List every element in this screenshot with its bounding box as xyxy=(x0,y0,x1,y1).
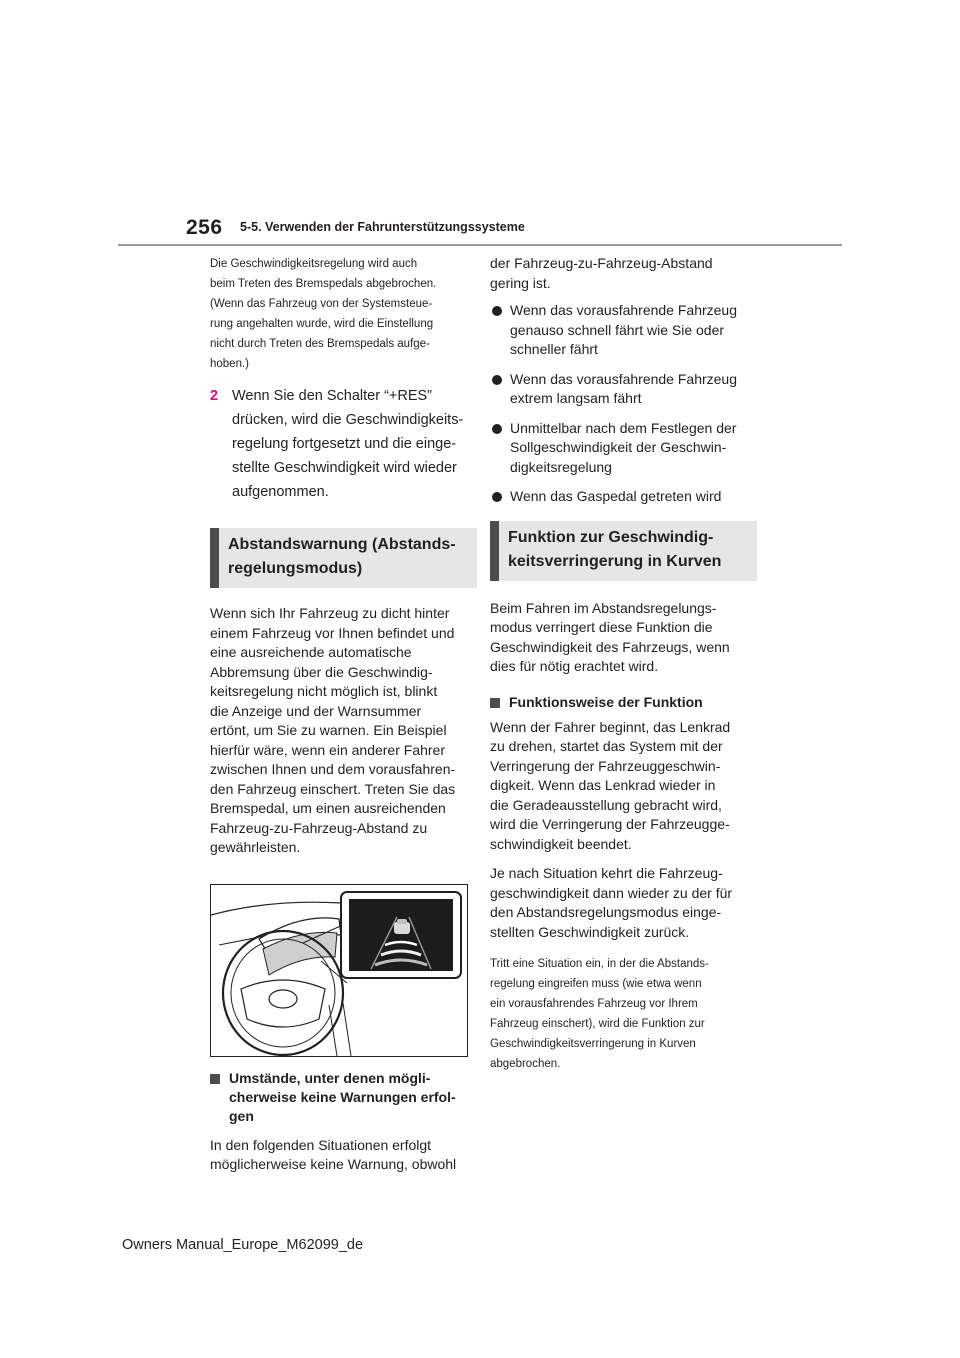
dashboard-illustration xyxy=(210,884,468,1057)
page-number: 256 xyxy=(186,216,223,239)
subheading-line: gen xyxy=(229,1107,254,1124)
list-item xyxy=(490,487,752,507)
paragraph-line: den Fahrzeug einschert. Treten Sie das xyxy=(210,780,456,797)
step-number: 2 xyxy=(210,388,219,404)
paragraph-line: Bremspedal, um einen ausreichenden xyxy=(210,800,446,816)
list-item-line: schneller fährt xyxy=(510,341,598,357)
paragraph-line: den Abstandsregelungsmodus einge- xyxy=(490,904,722,920)
list-item-line: Wenn das vorausfahrende Fahrzeug xyxy=(510,302,737,318)
step-line: Wenn Sie den Schalter “+RES” xyxy=(232,388,433,404)
paragraph-line: Fahrzeug-zu-Fahrzeug-Abstand zu xyxy=(210,819,428,836)
function-paragraph xyxy=(490,718,752,855)
square-bullet-icon xyxy=(490,698,500,708)
paragraph-line: Beim Fahren im Abstandsregelungs- xyxy=(490,599,717,616)
paragraph-line: modus verringert diese Funktion die xyxy=(490,619,713,635)
step-line: regelung fortgesetzt und die einge- xyxy=(232,436,457,452)
footer-text: Owners Manual_Europe_M62099_de xyxy=(122,1237,364,1253)
note-line: hoben.) xyxy=(210,358,250,370)
step-line: drücken, wird die Geschwindigkeits- xyxy=(232,412,464,428)
paragraph-line: gering ist. xyxy=(490,274,551,291)
paragraph-line: der Fahrzeug-zu-Fahrzeug-Abstand xyxy=(490,255,713,271)
curve-speed-paragraph xyxy=(490,599,752,677)
list-item-line: extrem langsam fährt xyxy=(510,390,642,406)
subheading-line: Funktionsweise der Funktion xyxy=(509,693,703,710)
vehicle-roof xyxy=(397,919,407,924)
list-item-line: Wenn das Gaspedal getreten wird xyxy=(510,488,722,504)
paragraph-line: dies für nötig erachtet wird. xyxy=(490,658,659,674)
subheading-line: cherweise keine Warnungen erfol- xyxy=(229,1088,456,1105)
paragraph-line: geschwindigkeit dann wieder zu der für xyxy=(490,884,733,901)
paragraph-line: Verringerung der Fahrzeuggeschwin- xyxy=(490,757,721,774)
return-paragraph xyxy=(490,864,752,942)
dashboard-edge xyxy=(211,902,341,915)
subheading-function xyxy=(490,693,752,712)
note-line: nicht durch Treten des Bremspedals aufge- xyxy=(210,338,430,350)
step-2 xyxy=(210,384,472,504)
section-heading-distance-warning xyxy=(210,528,477,588)
paragraph-line: die Geradeausstellung gebracht wird, xyxy=(490,796,722,813)
note-line: (Wenn das Fahrzeug von der Systemsteue- xyxy=(210,298,433,310)
paragraph-line: stellten Geschwindigkeit zurück. xyxy=(490,923,690,940)
paragraph-line: schwindigkeit beendet. xyxy=(490,835,632,852)
paragraph-line: die Anzeige und der Warnsummer xyxy=(210,702,422,719)
paragraph-line: Wenn der Fahrer beginnt, das Lenkrad xyxy=(490,718,731,735)
note-line: Tritt eine Situation ein, in der die Abstands- xyxy=(490,958,709,970)
situations-intro xyxy=(210,1136,472,1175)
paragraph-line: Geschwindigkeit des Fahrzeugs, wenn xyxy=(490,638,730,655)
note-line: regelung eingreifen muss (wie etwa wenn xyxy=(490,978,702,990)
list-item-line: genauso schnell fährt wie Sie oder xyxy=(510,321,725,338)
heading-line: Funktion zur Geschwindig- xyxy=(508,528,714,546)
note-line: rung angehalten wurde, wird die Einstellung xyxy=(210,318,434,330)
paragraph-line: einem Fahrzeug vor Ihnen befindet und xyxy=(210,624,455,641)
header-rule xyxy=(118,244,842,246)
bullet-dot-icon xyxy=(492,424,502,434)
paragraph-line: hierfür wäre, wenn ein anderer Fahrer xyxy=(210,741,446,758)
paragraph-line: Abbremsung über die Geschwindig- xyxy=(210,663,433,680)
heading-line: regelungsmodus) xyxy=(228,560,363,577)
step-line: aufgenommen. xyxy=(232,484,329,500)
step-line: stellte Geschwindigkeit wird wieder xyxy=(232,460,457,476)
subheading-text xyxy=(229,1069,456,1126)
note-text xyxy=(210,254,472,374)
paragraph-line: gewährleisten. xyxy=(210,839,301,855)
note-line: Geschwindigkeitsverringerung in Kurven xyxy=(490,1038,696,1050)
situation-list xyxy=(490,301,752,507)
paragraph-line: Wenn sich Ihr Fahrzeug zu dicht hinter xyxy=(210,605,450,621)
right-column xyxy=(490,254,752,1074)
subheading-no-warnings xyxy=(210,1069,472,1126)
list-item xyxy=(490,370,752,409)
heading-line: Abstandswarnung (Abstands- xyxy=(228,536,456,553)
note-line: abgebrochen. xyxy=(490,1058,561,1070)
note-line: Fahrzeug einschert), wird die Funktion zur xyxy=(490,1018,705,1030)
list-item xyxy=(490,301,752,360)
list-item-line: digkeitsregelung xyxy=(510,458,612,475)
paragraph-line: wird die Verringerung der Fahrzeugge- xyxy=(490,816,730,832)
left-column xyxy=(210,254,472,1175)
subheading-line: Umstände, unter denen mögli- xyxy=(229,1069,431,1086)
note-text-right xyxy=(490,954,752,1074)
list-item xyxy=(490,419,752,478)
steering-hub xyxy=(241,980,325,1027)
heading-line: keitsverringerung in Kurven xyxy=(508,552,722,570)
bullet-dot-icon xyxy=(492,492,502,502)
list-item-line: Wenn das vorausfahrende Fahrzeug xyxy=(510,370,737,387)
paragraph-line: eine ausreichende automatische xyxy=(210,644,412,660)
section-title: 5-5. Verwenden der Fahrunterstützungssysteme xyxy=(240,220,525,234)
continuation-text xyxy=(490,254,752,293)
note-line: Die Geschwindigkeitsregelung wird auch xyxy=(210,258,418,270)
paragraph-line: Je nach Situation kehrt die Fahrzeug- xyxy=(490,865,723,881)
list-item-line: Unmittelbar nach dem Festlegen der xyxy=(510,419,737,436)
distance-warning-paragraph xyxy=(210,604,472,858)
note-line: beim Treten des Bremspedals abgebrochen. xyxy=(210,278,437,290)
paragraph-line: möglicherweise keine Warnung, obwohl xyxy=(210,1156,457,1172)
list-item-line: Sollgeschwindigkeit der Geschwin- xyxy=(510,439,727,455)
paragraph-line: keitsregelung nicht möglich ist, blinkt xyxy=(210,683,438,699)
square-bullet-icon xyxy=(210,1074,220,1084)
step-text xyxy=(232,384,463,504)
note-line: ein vorausfahrendes Fahrzeug vor Ihrem xyxy=(490,998,698,1010)
paragraph-line: digkeit. Wenn das Lenkrad wieder in xyxy=(490,777,716,793)
bullet-dot-icon xyxy=(492,306,502,316)
bullet-dot-icon xyxy=(492,375,502,385)
paragraph-line: zu drehen, startet das System mit der xyxy=(490,738,723,754)
dashboard-svg xyxy=(211,885,467,1056)
paragraph-line: ertönt, um Sie zu warnen. Ein Beispiel xyxy=(210,722,447,738)
paragraph-line: In den folgenden Situationen erfolgt xyxy=(210,1136,432,1153)
paragraph-line: zwischen Ihnen und dem vorausfahren- xyxy=(210,761,456,777)
section-heading-curve-speed xyxy=(490,521,757,581)
